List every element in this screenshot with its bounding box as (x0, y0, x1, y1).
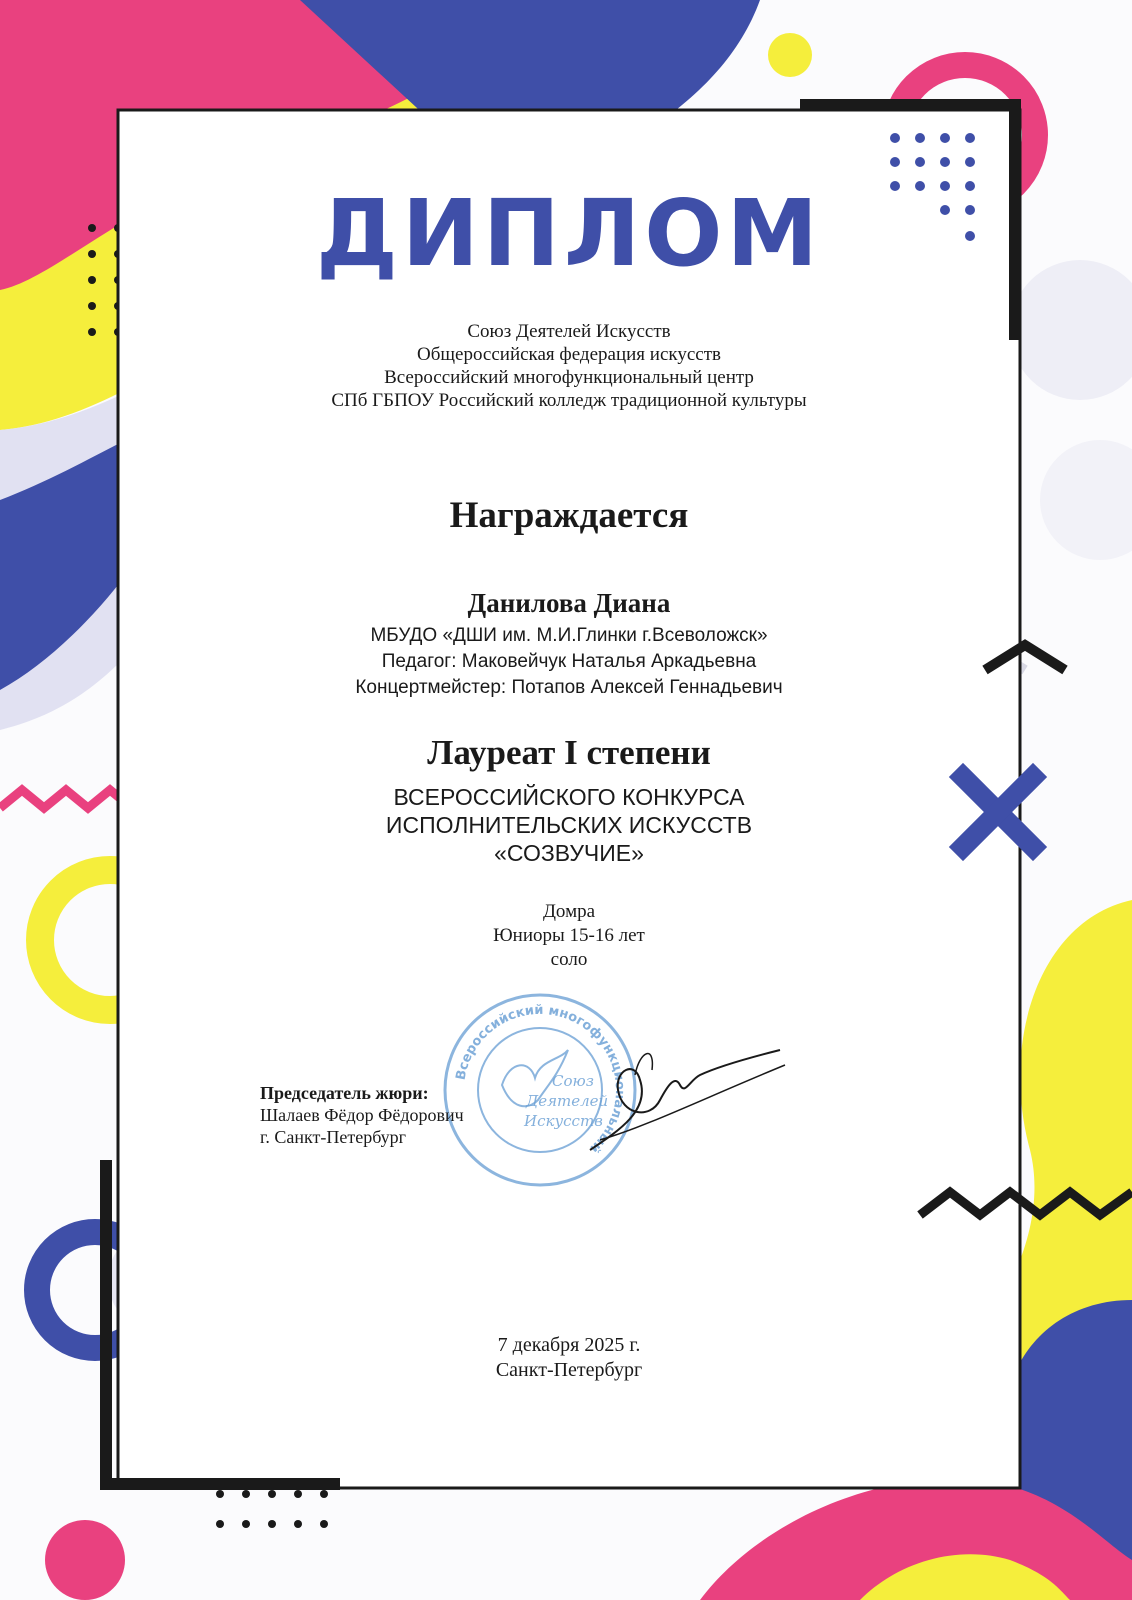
issue-info (118, 1333, 1020, 1383)
age-group-line: Юниоры 15-16 лет (493, 925, 645, 946)
award-title: Лауреат I степени (427, 733, 711, 772)
signature (580, 1030, 790, 1160)
contest-name (118, 783, 1020, 867)
accompanist-line: Концертмейстер: Потапов Алексей Геннадьевич (355, 677, 783, 698)
school-line: МБУДО «ДШИ им. М.И.Глинки г.Всеволожск» (370, 625, 768, 646)
instrument-line: Домра (542, 901, 596, 922)
contest-line: ВСЕРОССИЙСКОГО КОНКУРСА (393, 784, 745, 810)
recipient-name: Данилова Диана (467, 588, 671, 618)
organizer-line: Союз Деятелей Искусств (467, 321, 671, 342)
issue-city: Санкт-Петербург (495, 1359, 643, 1381)
organizers-list (118, 320, 1020, 412)
jury-block (260, 1082, 464, 1148)
diploma-title: ДИПЛОМ (315, 180, 823, 287)
contest-line: «СОЗВУЧИЕ» (494, 840, 644, 866)
stamp-ring-text: Всероссийский многофункциональный (453, 1002, 628, 1156)
contest-line: ИСПОЛНИТЕЛЬСКИХ ИСКУССТВ (385, 812, 753, 838)
jury-label: Председатель жюри: (260, 1083, 429, 1103)
stamp-line: Союз (552, 1072, 594, 1090)
teacher-line: Педагог: Маковейчук Наталья Аркадьевна (381, 651, 757, 672)
stamp-line: Искусств (524, 1112, 603, 1130)
jury-chair-name: Шалаев Фёдор Фёдорович (260, 1105, 464, 1125)
category-info (118, 900, 1020, 972)
organizer-line: Всероссийский многофункциональный центр (384, 367, 754, 388)
stamp-line: Деятелей (526, 1092, 609, 1110)
issue-date: 7 декабря 2025 г. (497, 1334, 641, 1356)
jury-city: г. Санкт-Петербург (260, 1127, 407, 1147)
format-line: соло (550, 949, 588, 970)
recipient-info (118, 623, 1020, 701)
awarded-label: Награждается (449, 495, 689, 536)
organizer-line: СПб ГБПОУ Российский колледж традиционной культуры (331, 390, 807, 411)
organizer-line: Общероссийская федерация искусств (417, 344, 721, 365)
